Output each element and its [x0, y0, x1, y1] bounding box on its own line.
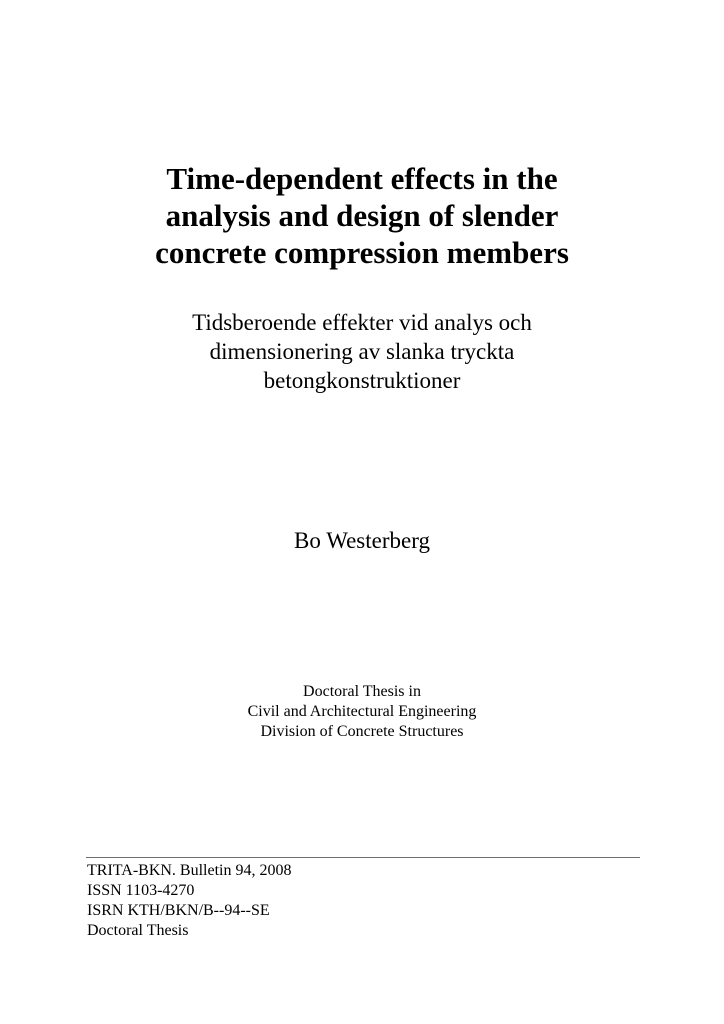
thesis-info [62, 682, 662, 742]
thesis-info-line: Civil and Architectural Engineering [247, 703, 477, 720]
author-name: Bo Westerberg [294, 528, 430, 553]
footer-divider [86, 857, 640, 858]
subtitle-line: dimensionering av slanka tryckta [209, 339, 515, 364]
publication-info-line: ISRN KTH/BKN/B--94--SE [87, 902, 270, 919]
subtitle-line: Tidsberoende effekter vid analys och [192, 310, 532, 335]
publication-info-line: Doctoral Thesis [87, 922, 189, 939]
publication-info [87, 861, 587, 941]
title-line: Time-dependent effects in the [166, 161, 558, 196]
thesis-title [62, 160, 662, 271]
title-line: analysis and design of slender [165, 198, 559, 233]
thesis-info-line: Division of Concrete Structures [260, 723, 464, 740]
publication-info-line: ISSN 1103-4270 [87, 882, 195, 899]
publication-info-line: TRITA-BKN. Bulletin 94, 2008 [87, 862, 292, 879]
subtitle-line: betongkonstruktioner [263, 368, 461, 393]
thesis-info-line: Doctoral Thesis in [303, 683, 421, 700]
title-line: concrete compression members [155, 235, 569, 270]
thesis-subtitle [62, 308, 662, 395]
